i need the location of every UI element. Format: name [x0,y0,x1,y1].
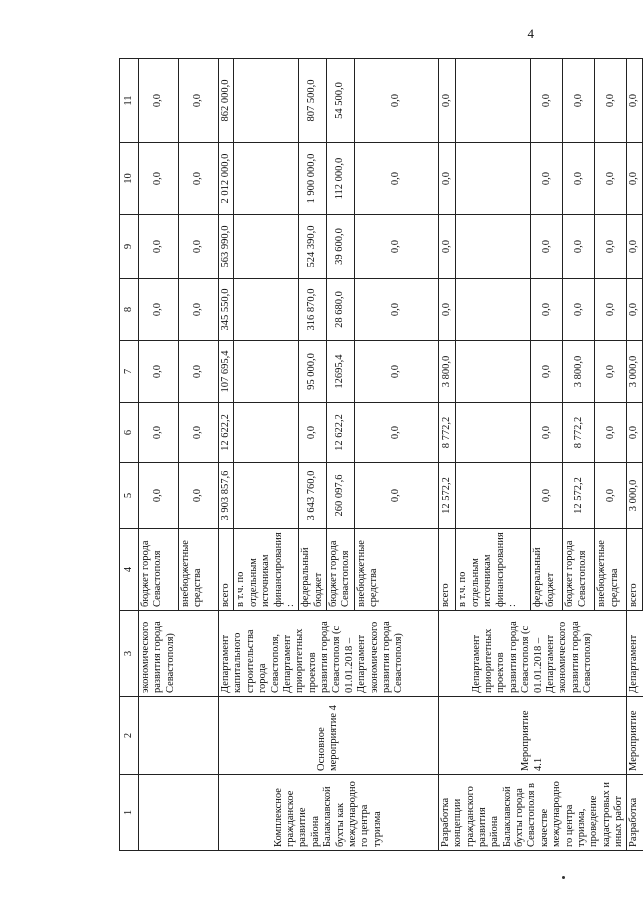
value-cell: 0,0 [354,59,438,143]
source-cell: федеральный бюджет [531,529,563,611]
value-cell: 0,0 [563,143,595,215]
value-cell: 12 572,2 [438,463,456,529]
source-cell: в т.ч. по отдельным источникам финансирования: [456,529,531,611]
value-cell: 0,0 [563,59,595,143]
header-cell: 1 [120,775,139,851]
header-cell: 7 [120,341,139,403]
value-cell: 0,0 [179,143,219,215]
table-row [219,59,234,851]
header-cell: 4 [120,529,139,611]
measure-name-cell: Разработка [627,775,642,851]
value-cell: 0,0 [595,215,627,279]
table-row [627,59,642,851]
value-cell: 0,0 [438,143,456,215]
value-cell: 3 800,0 [438,341,456,403]
scan-speck [562,876,565,879]
value-cell: 0,0 [139,403,179,463]
measure-code-cell: Мероприятие 4.1 [438,697,627,775]
value-cell: 0,0 [595,143,627,215]
value-cell: 0,0 [531,341,563,403]
value-cell: 0,0 [179,341,219,403]
value-cell [456,463,531,529]
page-number: 4 [527,26,534,41]
value-cell: 0,0 [139,143,179,215]
value-cell: 0,0 [438,279,456,341]
value-cell: 0,0 [354,403,438,463]
value-cell: 807 500,0 [299,59,327,143]
value-cell: 3 643 760,0 [299,463,327,529]
rotated-table-wrapper [119,59,640,851]
value-cell: 8 772,2 [438,403,456,463]
value-cell: 2 012 000,0 [219,143,234,215]
measure-code-cell: Мероприятие [627,697,642,775]
value-cell: 524 390,0 [299,215,327,279]
header-row [120,59,139,851]
header-cell: 11 [120,59,139,143]
source-cell: бюджет города Севастополя [139,529,179,611]
source-cell: федеральный бюджет [299,529,327,611]
value-cell: 0,0 [595,341,627,403]
value-cell [234,59,299,143]
executor-cell: Департамент капитального строительства города Севастополя, Департамент приоритетных проектов развития города Севастополя (с 01.01.2018 – Департамент экономического развития города Севастополя) [219,611,439,697]
value-cell: 0,0 [139,279,179,341]
value-cell: 0,0 [595,59,627,143]
source-cell: внебюджетные средства [354,529,438,611]
measure-name-cell: Комплексное гражданское развитие района Балаклавской бухты как международного центра туризма [219,775,439,851]
value-cell: 12695,4 [327,341,355,403]
value-cell: 316 870,0 [299,279,327,341]
value-cell: 54 500,0 [327,59,355,143]
measure-code-cell: Основное мероприятие 4 [219,697,439,775]
value-cell: 0,0 [627,143,642,215]
value-cell: 0,0 [354,341,438,403]
value-cell: 862 000,0 [219,59,234,143]
value-cell: 0,0 [179,279,219,341]
measure-name-cell: Разработка концепции гражданского развития района Балаклавской бухты города Севастополя в качестве международного центра туризма, проведение кадастровых и иных работ [438,775,627,851]
value-cell: 0,0 [179,59,219,143]
value-cell: 0,0 [531,463,563,529]
header-cell: 8 [120,279,139,341]
source-cell: всего [438,529,456,611]
value-cell: 12 622,2 [327,403,355,463]
value-cell: 0,0 [139,59,179,143]
source-cell: внебюджетные средства [595,529,627,611]
value-cell: 0,0 [595,279,627,341]
value-cell: 0,0 [531,143,563,215]
value-cell [234,215,299,279]
value-cell [456,143,531,215]
value-cell: 0,0 [563,215,595,279]
measure-name-cell [139,775,219,851]
value-cell: 39 600,0 [327,215,355,279]
value-cell: 107 695,4 [219,341,234,403]
source-cell: всего [627,529,642,611]
value-cell [456,59,531,143]
header-cell: 5 [120,463,139,529]
value-cell: 0,0 [531,215,563,279]
value-cell: 0,0 [627,403,642,463]
value-cell: 0,0 [627,59,642,143]
value-cell: 95 000,0 [299,341,327,403]
header-cell: 3 [120,611,139,697]
value-cell: 1 900 000,0 [299,143,327,215]
value-cell: 0,0 [563,279,595,341]
value-cell: 3 903 857,6 [219,463,234,529]
value-cell: 12 622,2 [219,403,234,463]
source-cell: в т.ч. по отдельным источникам финансирования: [234,529,299,611]
header-cell: 10 [120,143,139,215]
executor-cell: Департамент приоритетных проектов развития города Севастополя (с 01.01.2018 – Департамент экономического развития города Севастополя) [438,611,627,697]
value-cell: 0,0 [299,403,327,463]
source-cell: всего [219,529,234,611]
executor-cell: экономического развития города Севастополя) [139,611,219,697]
table-row [438,59,456,851]
value-cell: 3 800,0 [563,341,595,403]
value-cell: 0,0 [627,279,642,341]
source-cell: внебюджетные средства [179,529,219,611]
header-cell: 9 [120,215,139,279]
value-cell: 0,0 [354,463,438,529]
source-cell: бюджет города Севастополя [563,529,595,611]
value-cell: 0,0 [354,279,438,341]
budget-table [119,58,643,851]
header-cell: 2 [120,697,139,775]
value-cell: 0,0 [354,143,438,215]
value-cell: 0,0 [139,215,179,279]
value-cell: 0,0 [531,403,563,463]
value-cell: 0,0 [139,463,179,529]
value-cell [456,279,531,341]
value-cell [234,279,299,341]
measure-code-cell [139,697,219,775]
value-cell [234,341,299,403]
value-cell [456,215,531,279]
source-cell: бюджет города Севастополя [327,529,355,611]
value-cell [456,341,531,403]
value-cell: 0,0 [179,215,219,279]
value-cell: 0,0 [139,341,179,403]
value-cell: 0,0 [531,279,563,341]
value-cell: 0,0 [595,403,627,463]
value-cell: 345 550,0 [219,279,234,341]
value-cell: 0,0 [531,59,563,143]
value-cell: 563 990,0 [219,215,234,279]
header-cell: 6 [120,403,139,463]
value-cell [234,463,299,529]
value-cell: 3 000,0 [627,341,642,403]
value-cell: 112 000,0 [327,143,355,215]
value-cell: 28 680,0 [327,279,355,341]
executor-cell: Департамент [627,611,642,697]
table-row [139,59,179,851]
value-cell: 0,0 [438,59,456,143]
value-cell [234,143,299,215]
value-cell: 8 772,2 [563,403,595,463]
value-cell: 0,0 [627,215,642,279]
value-cell: 0,0 [179,463,219,529]
value-cell: 0,0 [438,215,456,279]
value-cell [456,403,531,463]
value-cell: 260 097,6 [327,463,355,529]
value-cell: 3 000,0 [627,463,642,529]
value-cell: 0,0 [354,215,438,279]
value-cell [234,403,299,463]
value-cell: 0,0 [595,463,627,529]
value-cell: 0,0 [179,403,219,463]
value-cell: 12 572,2 [563,463,595,529]
